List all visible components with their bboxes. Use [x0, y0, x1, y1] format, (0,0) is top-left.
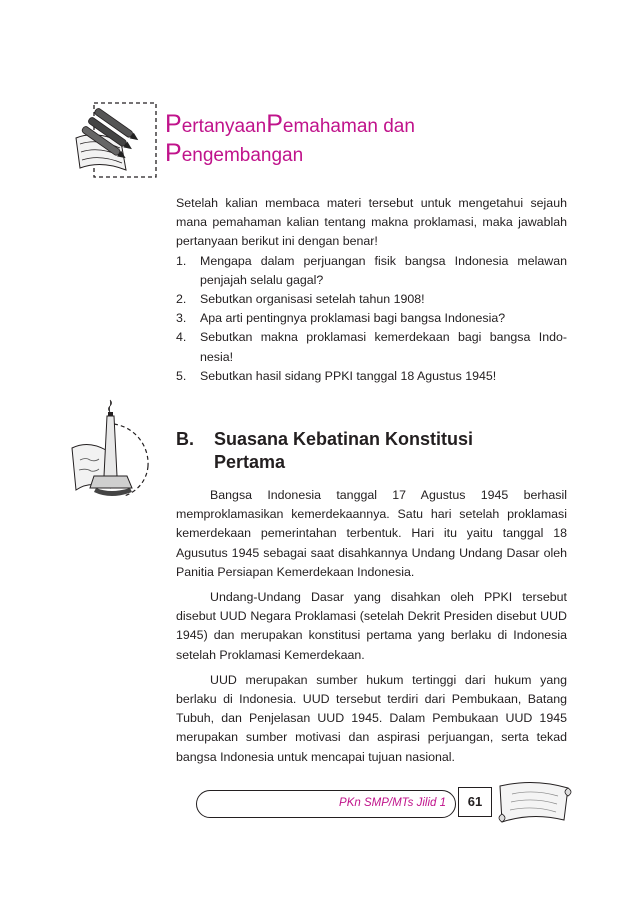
section-b-body	[176, 486, 567, 773]
section-title-line2: Pertama	[214, 452, 286, 472]
question-number: 4.	[176, 330, 187, 345]
title-cap-p1: P	[165, 110, 182, 138]
title-word-pengembangan: engembangan	[181, 145, 304, 166]
question-text: Sebutkan organisasi setelah tahun 1908!	[200, 292, 425, 307]
section-b-heading	[176, 428, 556, 474]
section-title-line1: Suasana Kebatinan Konstitusi	[214, 429, 474, 449]
section-letter: B.	[176, 429, 194, 449]
question-item	[176, 309, 567, 328]
question-text: Sebutkan makna proklamasi kemerdekaan bagi bangsa Indo-nesia!	[200, 330, 567, 364]
title-word-pemahaman: emahaman dan	[282, 116, 415, 137]
paragraph: Bangsa Indonesia tanggal 17 Agustus 1945 berhasil memproklamasikan kemerdekaannya. Satu hari setelah proklamasi kemerdekaan pemerintahan terbentuk. Hari itu yaitu tanggal 18 Agusutus 1945 sebagai saat disahkannya Undang Undang Dasar oleh Panitia Persiapan Kemerdekaan Indonesia.	[176, 488, 567, 579]
question-item	[176, 367, 567, 386]
questions-list	[176, 252, 567, 386]
question-number: 5.	[176, 368, 187, 383]
page-number: 61	[458, 787, 492, 817]
title-cap-p3: P	[165, 139, 182, 167]
question-number: 2.	[176, 292, 187, 307]
paragraph: UUD merupakan sumber hukum tertinggi dari hukum yang berlaku di Indonesia. UUD tersebut terdiri dari Pembukaan, Batang Tubuh, dan Penjelasan UUD 1945. Dalam Pembukaan UUD 1945 merupakan sumber motivasi dan aspirasi perjuangan, serta tekad bangsa Indonesia untuk mencapai tujuan nasional.	[176, 672, 567, 764]
questions-intro: Setelah kalian membaca materi tersebut untuk mengetahui sejauh mana pemahaman kalian tentang makna proklamasi, maka jawablah pertanyaan berikut ini dengan benar!	[176, 196, 567, 249]
question-number: 3.	[176, 311, 187, 326]
question-number: 1.	[176, 253, 187, 268]
question-item	[176, 290, 567, 309]
scroll-paper-icon	[494, 776, 574, 830]
paragraph: Undang-Undang Dasar yang disahkan oleh PPKI tersebut disebut UUD Negara Proklamasi (setelah Dekrit Presiden disebut UUD 1945) dan merupakan konstitusi pertama yang berlaku di Indonesia setelah Proklamasi Kemerdekaan.	[176, 590, 567, 662]
question-item	[176, 328, 567, 366]
monument-icon	[66, 396, 156, 500]
title-cap-p2: P	[266, 110, 283, 138]
questions-block	[176, 194, 567, 386]
question-text: Apa arti pentingnya proklamasi bagi bangsa Indonesia?	[200, 311, 506, 326]
question-text: Mengapa dalam perjuangan fisik bangsa Indonesia melawan penjajah selalu gagal?	[200, 253, 567, 287]
footer-book-label: PKn SMP/MTs Jilid 1	[339, 797, 446, 809]
question-text: Sebutkan hasil sidang PPKI tanggal 18 Agustus 1945!	[200, 368, 497, 383]
section-heading	[165, 111, 525, 169]
title-word-pertanyaan: ertanyaan	[181, 116, 267, 137]
pens-paper-icon	[66, 100, 158, 180]
question-item	[176, 252, 567, 290]
